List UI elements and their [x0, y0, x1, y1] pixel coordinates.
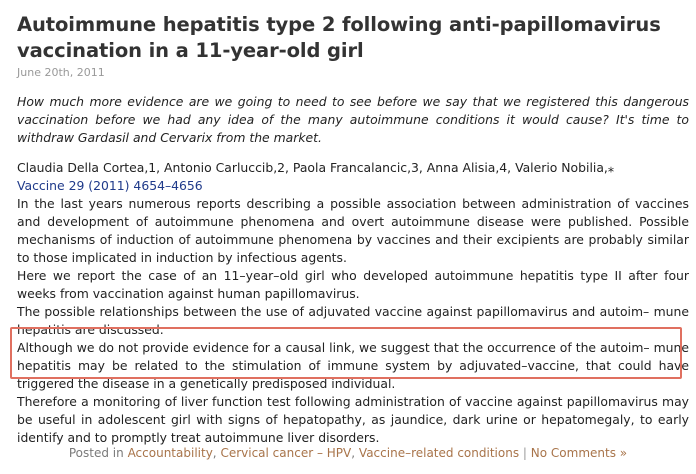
author-list: Claudia Della Cortea,1, Antonio Carluccib,2, Paola Francalancic,3, Anna Alisia,4, Valerio Nobilia,⁎: [17, 160, 615, 175]
category-comma: ,: [212, 446, 217, 460]
blog-post: [17, 12, 689, 447]
category-comma: ,: [351, 446, 356, 460]
journal-citation-link[interactable]: Vaccine 29 (2011) 4654–4656: [17, 178, 203, 193]
post-footer: [0, 445, 696, 461]
comments-link[interactable]: No Comments »: [530, 446, 628, 460]
abstract-paragraph-5: Therefore a monitoring of liver function test following administration of vaccine against papillomavirus may be useful in adolescent girl with signs of hepatopathy, as jaundice, dark urine or hepatomegaly, to early identify and to promptly treat autoimmune liver disorders.: [17, 394, 689, 445]
abstract-paragraph-3: The possible relationships between the use of adjuvated vaccine against papillomavirus and autoim– mune hepatitis are discussed.: [17, 304, 689, 337]
category-link-cervical-cancer-hpv[interactable]: Cervical cancer – HPV: [220, 446, 352, 460]
category-link-vaccine-related-conditions[interactable]: Vaccine–related conditions: [358, 446, 520, 460]
footer-separator: |: [522, 446, 527, 460]
post-date: June 20th, 2011: [17, 66, 105, 79]
abstract-paragraph-2: Here we report the case of an 11–year–old girl who developed autoimmune hepatitis type II after four weeks from vaccination against human papillomavirus.: [17, 268, 689, 301]
intro-quote: How much more evidence are we going to need to see before we say that we registered this dangerous vaccination before we had any idea of the many autoimmune conditions it would cause? It's time to withdraw Gardasil and Cervarix from the market.: [17, 94, 689, 145]
post-title[interactable]: Autoimmune hepatitis type 2 following anti-papillomavirus vaccination in a 11-year-old girl: [17, 13, 661, 62]
posted-in-label: Posted in: [68, 446, 124, 460]
abstract-paragraph-1: In the last years numerous reports describing a possible association between administration of vaccines and development of autoimmune phenomena and overt autoimmune disease were published. Possible mechanisms of induction of autoimmune phenomena by vaccines and their excipients are probably similar to those implicated in induction by infectious agents.: [17, 196, 689, 265]
abstract-paragraph-4-highlighted: Although we do not provide evidence for a causal link, we suggest that the occurrence of the autoim– mune hepatitis may be related to the stimulation of immune system by adjuvated–vaccine, that could have triggered the disease in a genetically predisposed individual.: [17, 340, 689, 391]
category-link-accountability[interactable]: Accountability: [127, 446, 213, 460]
